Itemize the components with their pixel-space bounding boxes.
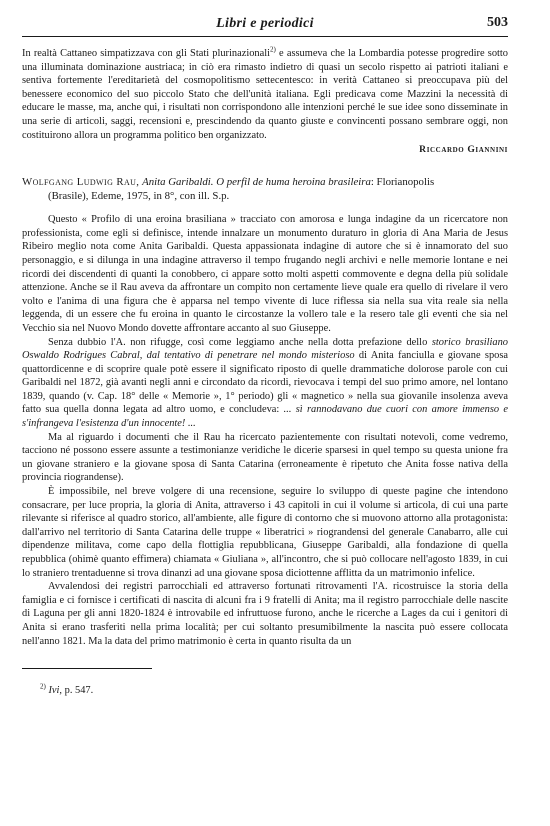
footnote-ref: Ivi <box>48 685 60 697</box>
reviewer-signature: Riccardo Giannini <box>419 144 508 156</box>
citation-author: Wolfgang Ludwig Rau, <box>22 176 140 189</box>
footnote-number: 2) <box>40 682 46 691</box>
running-header <box>22 14 508 37</box>
previous-review-text <box>22 47 508 142</box>
paragraph-text: Avvalendosi dei registri parrocchiali ed attraverso fortunati ritrovamenti l'A. ricostruisce la storia della famiglia e ci fornisce i certificati di nascita di alcuni fra i 9 fratelli di Anita; ma il registro parrocchiale delle nascite di Laguna per gli anni 1820-1824 è introvabile ed infruttuose furono, anche le ricerche a Lages da cui i genitori di Anita si erano trasferiti nella prima località; per cui soltanto presumibilmente la nascita può essere collocata nell'anno 1821. Ma la data del primo matrimonio è certa in quanto risulta da un <box>22 581 508 647</box>
body-paragraph <box>22 336 508 431</box>
italic-text: ... sì rannodavano due cuori con amore immenso e s'infrangeva l'esistenza d'un innocente! ... <box>22 404 508 430</box>
citation-place: : Florianopolis <box>370 176 435 189</box>
paragraph-text: Ma al riguardo i documenti che il Rau ha ricercato pazientemente con risultati notevoli, come vedremo, tacciono né possono essere assunte a testimonianze veridiche le dicerie sparsesi in quel tempo su questa unione fra un giovane straniero e la giovane sposa di Santa Catarina (erroneamente è ripetuto che Anita fosse nativa della provincia riograndense). <box>22 431 508 484</box>
body-paragraph <box>22 213 508 335</box>
body-paragraph <box>22 485 508 580</box>
page-number: 503 <box>487 15 508 30</box>
running-title: Libri e periodici <box>216 16 314 31</box>
body-paragraph <box>22 431 508 485</box>
paragraph-text: di Anita fanciulla e giovane sposa quattordicenne e di scoprire quale potè essere il significato riposto di quelle drammatiche dolorose parole con cui Garibaldi nel 1872, già avanti negli anni e circondato da ricordi, rievocava i tempi del suo primo amore, nel lontano 1839, quando (v. Cap. 18° delle « Memorie », 1° periodo) gli « magnetico » nella sua giovanile insolenza aveva fatto sua quella donna legata ad altro uomo, e concludeva: <box>22 350 508 416</box>
footnote <box>22 682 508 697</box>
italic-text: storico brasiliano Oswaldo Rodrigues Cabral, dal tentativo di penetrare nel mondo misterioso <box>22 336 509 362</box>
footnote-rule <box>22 668 152 669</box>
book-citation <box>22 175 508 203</box>
review-text-part2: e assumeva che la Lombardia potesse progredire sotto una illuminata dominazione austriaca; in ciò era rimasto indietro di quasi un secolo rispetto ai patrioti italiani e sentiva fortemente l'ereditarietà del cosmopolitismo settecentesco: in verità Cattaneo si preoccupava più del benessere economico del suo piccolo Stato che dell'unità italiana. Egli predicava come Mazzini la necessità di educare le masse, ma, anche qui, i risultati non corrispondono alle intenzioni perché le sue idee sono disseminate in una serie di articoli, saggi, recensioni e, prescindendo da quanto giuste e convincenti possano sembrare oggi, non costituirono allora un programma politico ben organizzato. <box>22 48 508 141</box>
body-paragraph <box>22 580 508 648</box>
paragraph-text: È impossibile, nel breve volgere di una recensione, seguire lo sviluppo di queste pagine che intendono consacrare, per luce propria, la gloria di Anita, attraverso i 43 capitoli in cui il volume si articola, di cui una parte rilevante si riferisce al quadro storico, all'ambiente, alle figure di contorno che si muovono attorno alla protagonista: dall'arrivo nel territorio di Santa Catarina delle truppe « liberatrici » riograndensi del generale Canabarro, alle cui dipendenze militava, come capo della flottiglia repubblicana, Giuseppe Garibaldi, alla fondazione di quella repubblica (ohimè quanto effimera) chiamata « Giuliana », all'incontro, che si può collocare nell'agosto 1839, in cui lo straniero trentaduenne si trova dinanzi ad una giovane sposa diciottenne afflitta da un matrimonio infelice. <box>22 486 508 579</box>
citation-details: (Brasile), Edeme, 1975, in 8°, con ill. S.p. <box>48 190 230 203</box>
review-body <box>22 213 508 648</box>
citation-title: Anita Garibaldi. O perfil de huma heroina brasileira <box>142 176 371 189</box>
paragraph-text: Senza dubbio l'A. non rifugge, così come leggiamo anche nella dotta prefazione dello <box>48 336 432 348</box>
paragraph-text: Questo « Profilo di una eroina brasiliana » tracciato con amorosa e lunga indagine da un ricercatore non professionista, come egli si definisce, intende innalzare un monumento duraturo in gloria di Ana Maria de Jesus Ribeiro meglio nota come Anita Garibaldi. Questa appassionata indagine di autore che si è innamorato del suo personaggio, e si dilunga in una indagine attraverso il tempo frugando negli archivi e nelle memorie lontane e nei ricordi dei discendenti di quanti la conobbero, ci appare sotto molti aspetti commovente e degna della più solidale attenzione. Anche se il Rau aveva da affrontare un compito non certamente lieve quale era quello di rivelare il vero volto e l'anima di una figura che è apparsa nel tempo vivente di luce riflessa sia nella sua vita reale sia nella leggenda, di un essere che fu eroina in quanto le circostanze la vollero tale e la resero tale gli eventi che sia nel Vecchio sia nel Nuovo Mondo dovette affrontare accanto al suo Giuseppe. <box>22 214 508 334</box>
footnote-text: , p. 547. <box>59 685 94 697</box>
review-text-part1: In realtà Cattaneo simpatizzava con gli Stati plurinazionali <box>22 48 270 59</box>
footnote-marker: 2) <box>270 45 276 54</box>
